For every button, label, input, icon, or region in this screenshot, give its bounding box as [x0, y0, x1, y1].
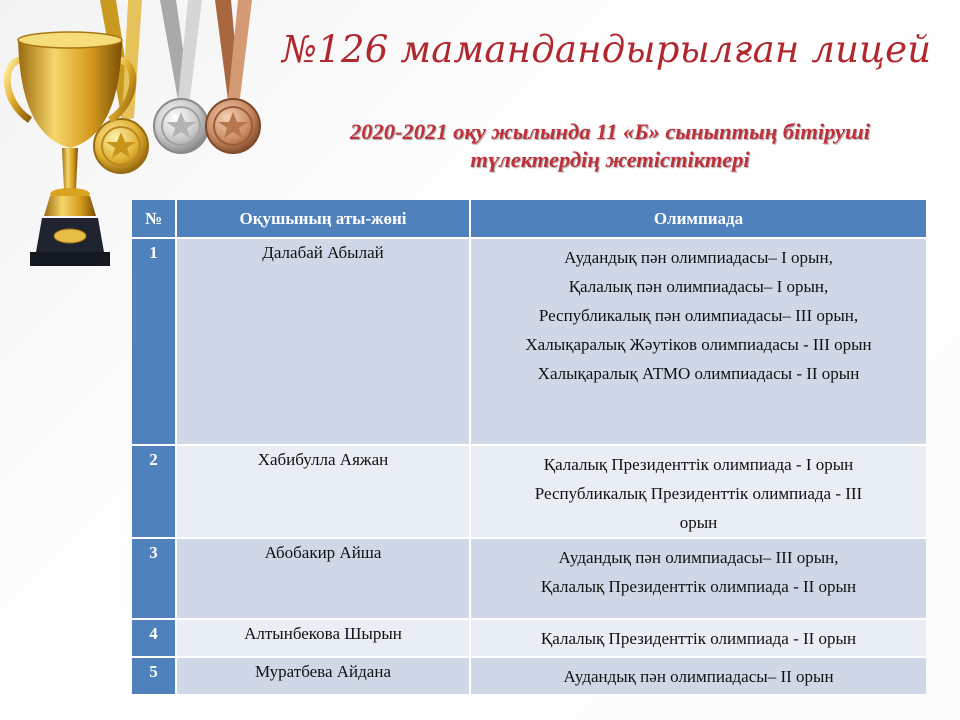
student-name: Муратбева Айдана: [176, 657, 470, 695]
silver-medal-icon: [154, 0, 208, 153]
bronze-medal-icon: [206, 0, 260, 153]
table-row: [132, 538, 926, 619]
page-title: №126 мамандандырылған лицей: [282, 28, 932, 71]
header-olympiad: Олимпиада: [470, 200, 926, 238]
achievements-table-wrapper: [132, 200, 926, 696]
student-name: Алтынбекова Шырын: [176, 619, 470, 657]
row-num: 3: [132, 538, 176, 619]
table-row: [132, 445, 926, 538]
subtitle-line-1: 2020-2021 оқу жылында 11 «Б» сыныптың бітіруші: [349, 119, 871, 144]
olympiad-results: [470, 657, 926, 695]
result-line: Республикалық Президенттік олимпиада - III: [534, 484, 863, 503]
result-line: Аудандық пән олимпиадасы– I орын,: [564, 248, 833, 267]
olympiad-results: [470, 238, 926, 445]
achievements-table: [132, 200, 926, 696]
result-line: Республикалық пән олимпиадасы– III орын,: [538, 306, 859, 325]
table-header-row: [132, 200, 926, 238]
olympiad-results: [470, 619, 926, 657]
result-line: Қалалық Президенттік олимпиада - II орын: [540, 577, 857, 596]
header-name: Оқушының аты-жөні: [176, 200, 470, 238]
result-line: Халықаралық Жәутіков олимпиадасы - III орын: [525, 335, 872, 354]
row-num: 2: [132, 445, 176, 538]
row-num: 4: [132, 619, 176, 657]
header-num: №: [132, 200, 176, 238]
page-subtitle: [270, 118, 950, 174]
result-line: Аудандық пән олимпиадасы– II орын: [563, 667, 834, 686]
olympiad-results: [470, 445, 926, 538]
subtitle-line-2: түлектердің жетістіктері: [470, 147, 750, 172]
student-name: Хабибулла Аяжан: [176, 445, 470, 538]
result-line: Аудандық пән олимпиадасы– III орын,: [558, 548, 839, 567]
result-line: Қалалық Президенттік олимпиада - II орын: [540, 629, 857, 648]
table-row: [132, 619, 926, 657]
student-name: Абобакир Айша: [176, 538, 470, 619]
result-line: Қалалық пән олимпиадасы– I орын,: [568, 277, 829, 296]
olympiad-results: [470, 538, 926, 619]
table-row: [132, 238, 926, 445]
table-row: [132, 657, 926, 695]
result-line: орын: [679, 513, 718, 532]
result-line: Қалалық Президенттік олимпиада - I орын: [543, 455, 854, 474]
row-num: 5: [132, 657, 176, 695]
student-name: Далабай Абылай: [176, 238, 470, 445]
result-line: Халықаралық АТМО олимпиадасы - II орын: [537, 364, 860, 383]
row-num: 1: [132, 238, 176, 445]
